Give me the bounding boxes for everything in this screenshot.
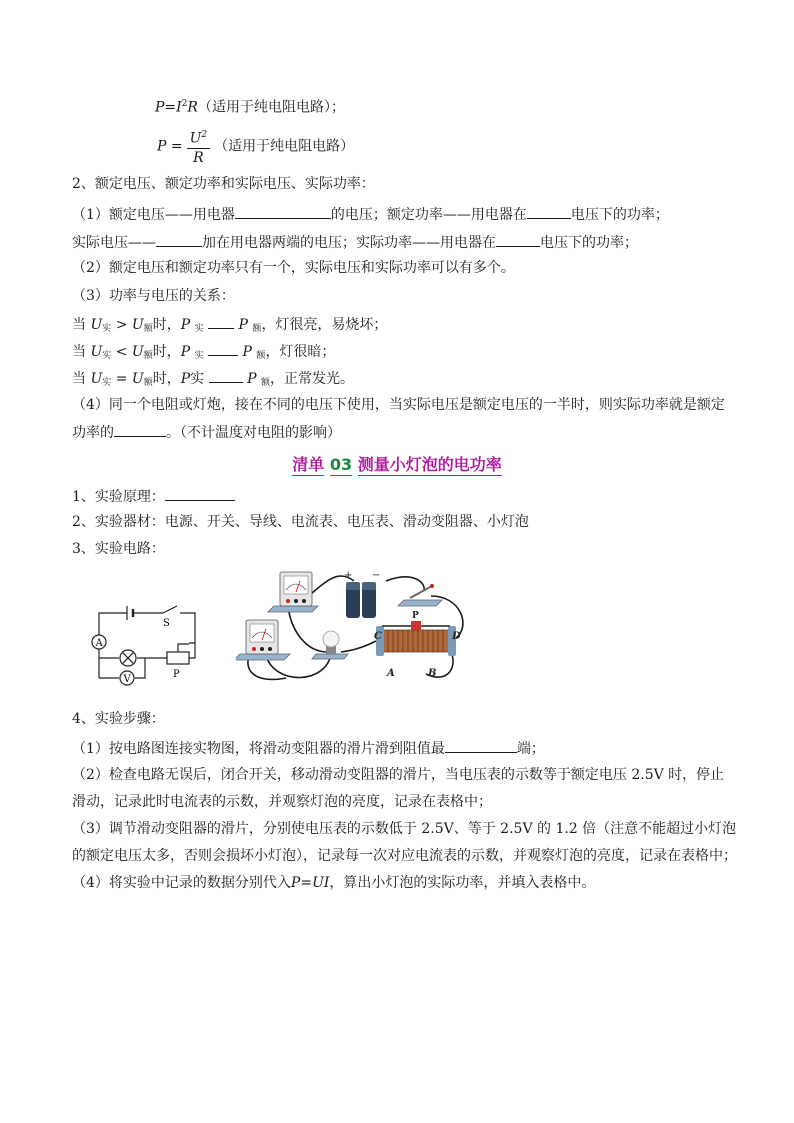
- rheostat-symbol: [167, 652, 189, 664]
- rheostat-p-label: P: [412, 611, 419, 621]
- sec2-line2: 实际电压—— 加在用电器两端的电压；实际功率——用电器在 电压下的功率；: [72, 231, 734, 253]
- step-4: （4）将实验中记录的数据分别代入P=UI，算出小灯泡的实际功率，并填入表格中。: [72, 875, 596, 891]
- rheostat-device: [374, 611, 461, 679]
- apparatus-illustration: [236, 566, 476, 688]
- circuit-schematic: [85, 598, 210, 690]
- relation-equal: 当 $U_实 = U_额$时，P实 P $_额$，正常发光。: [72, 367, 734, 393]
- ammeter-device: [236, 620, 290, 660]
- rheostat-c-label: C: [374, 631, 382, 642]
- blank-rated-power: [527, 203, 571, 219]
- sec2-line5a: （4）同一个电阻或灯炮，接在不同的电压下使用，当实际电压是额定电压的一半时，则实际功率就是额定: [72, 397, 725, 413]
- formula-joule: $P=I^2R$（适用于纯电阻电路）；: [155, 99, 345, 116]
- relation-greater: 当 $U_实 > U_额$时，P $_实$ P $_额$，灯很亮，易烧坏；: [72, 313, 734, 339]
- item-principle: 1、实验原理：: [72, 485, 734, 507]
- battery-minus-label: −: [372, 570, 381, 581]
- slider-label: P: [173, 669, 180, 680]
- blank-relation-1: [208, 313, 234, 329]
- item-steps: 4、实验步骤：: [72, 711, 165, 727]
- relation-less: 当 $U_实 < U_额$时，P $_实$ P $_额$，灯很暗；: [72, 340, 734, 366]
- battery-device: [344, 570, 380, 618]
- rheostat-b-label: B: [428, 668, 437, 679]
- rheostat-d-label: D: [452, 631, 461, 642]
- sec2-line4: （3）功率与电压的关系：: [72, 288, 235, 304]
- item-equipment: 2、实验器材：电源、开关、导线、电流表、电压表、滑动变阻器、小灯泡: [72, 514, 529, 530]
- rheostat-a-label: A: [387, 668, 395, 679]
- blank-power-ratio: [114, 421, 166, 437]
- step-1: （1）按电路图连接实物图，将滑动变阻器的滑片滑到阻值最 端；: [72, 737, 734, 759]
- battery-plus-label: +: [344, 570, 353, 581]
- sec2-line5b: 功率的 。（不计温度对电阻的影响）: [72, 421, 734, 443]
- ammeter-label: A: [95, 638, 103, 649]
- voltmeter-label: V: [123, 674, 131, 685]
- voltmeter-device: [268, 572, 318, 612]
- blank-actual-voltage: [156, 231, 202, 247]
- sec2-line3: （2）额定电压和额定功率只有一个，实际电压和实际功率可以有多个。: [72, 260, 515, 276]
- blank-relation-3: [209, 367, 243, 383]
- switch-blade: [163, 606, 177, 613]
- step-3a: （3）调节滑动变阻器的滑片，分别使电压表的示数低于 2.5V、等于 2.5V 的 1.2 倍（注意不能超过小灯泡: [72, 821, 737, 837]
- item-circuit: 3、实验电路：: [72, 541, 165, 557]
- switch-device: [398, 584, 442, 606]
- step-2b: 滑动，记录此时电流表的示数，并观察灯泡的亮度，记录在表格中；: [72, 794, 492, 810]
- blank-rheostat-end: [445, 737, 517, 753]
- blank-rated-voltage: [235, 203, 331, 219]
- bulb-device: [312, 631, 348, 659]
- blank-actual-power: [496, 231, 540, 247]
- blank-relation-2: [208, 340, 238, 356]
- step-3b: 的额定电压太多，否则会损坏小灯泡），记录每一次对应电流表的示数，并观察灯泡的亮度，记录在表格中；: [72, 848, 737, 864]
- formula-u-squared: P = $\frac{U^2}{R}$ （适用于纯电阻电路）: [157, 126, 734, 167]
- section-title: 清单 03 测量小灯泡的电功率: [292, 455, 502, 474]
- sec2-heading: 2、额定电压、额定功率和实际电压、实际功率：: [72, 176, 375, 192]
- blank-principle: [165, 485, 235, 501]
- step-2a: （2）检查电路无误后，闭合开关，移动滑动变阻器的滑片，当电压表的示数等于额定电压 2.5V 时，停止: [72, 767, 725, 783]
- switch-label: S: [163, 618, 170, 629]
- sec2-line1: （1）额定电压——用电器 的电压；额定功率——用电器在 电压下的功率；: [72, 203, 734, 225]
